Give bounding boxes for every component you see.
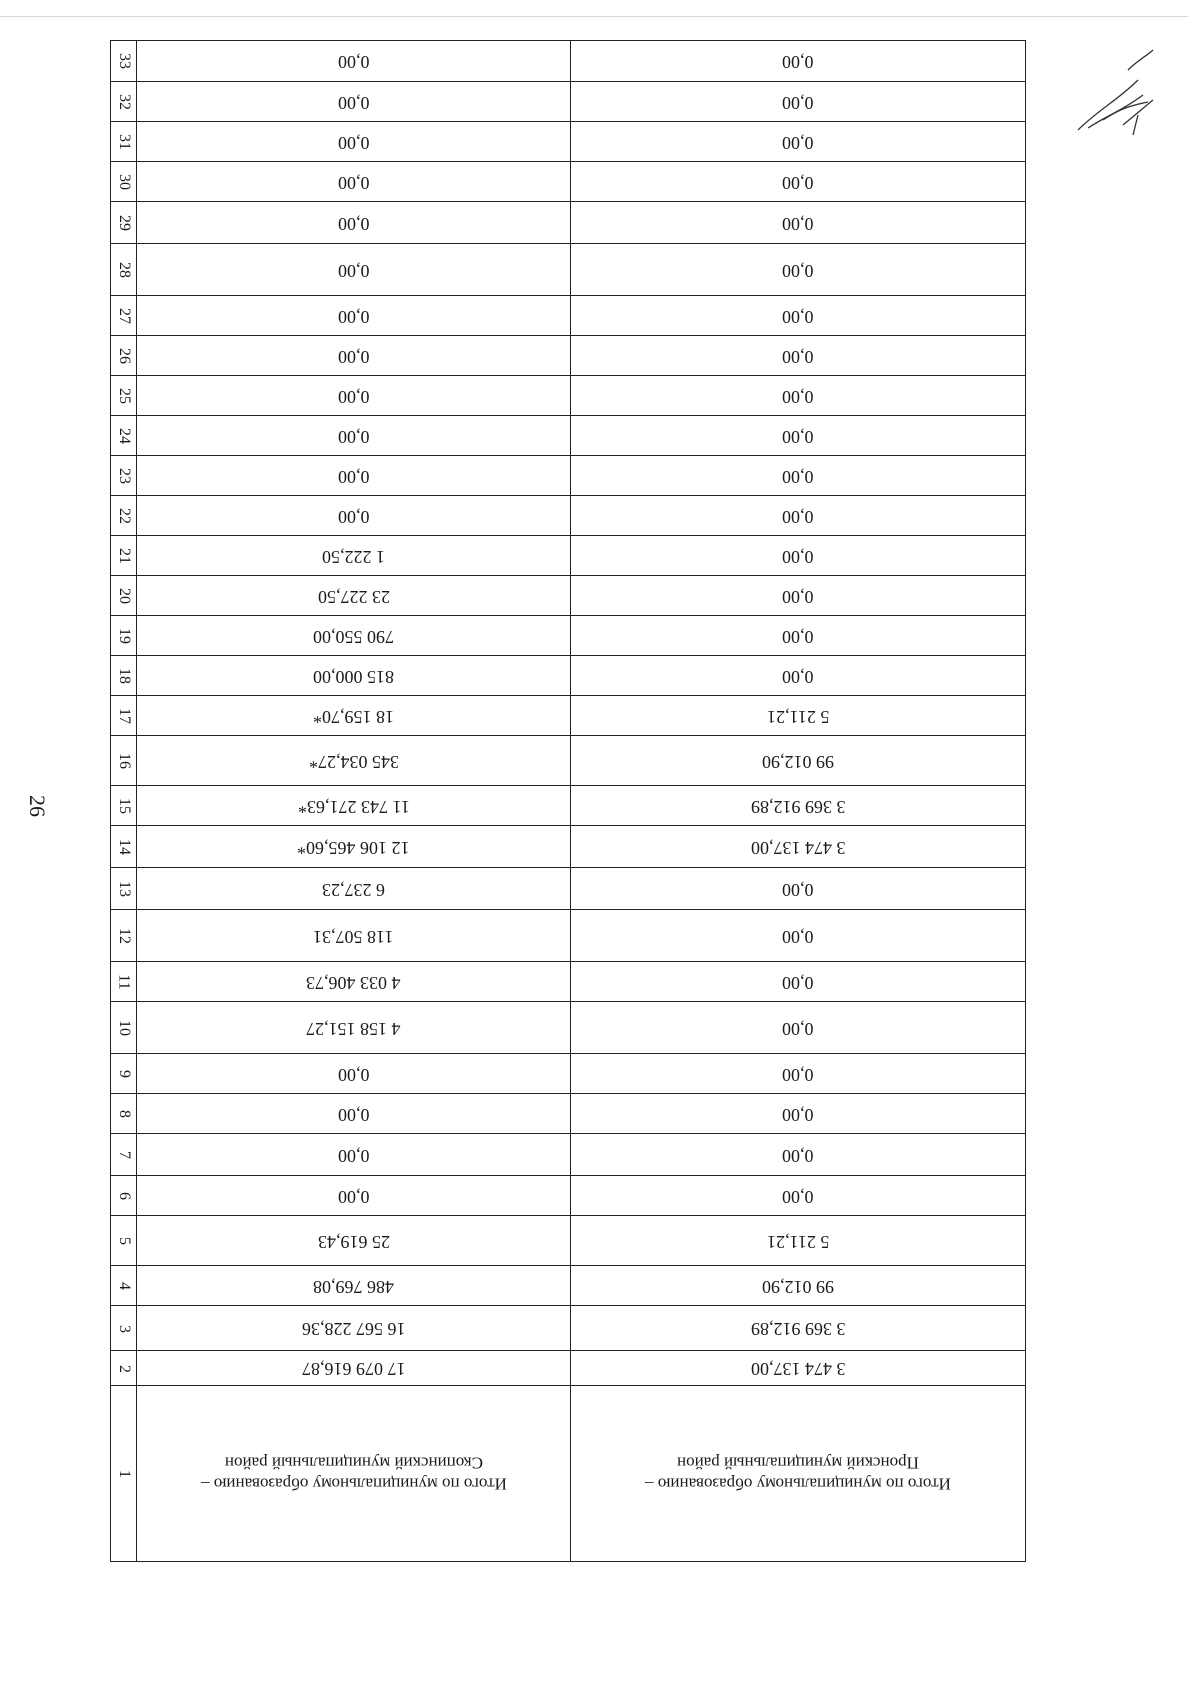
pronsky-value: 99 012,90 xyxy=(762,751,834,772)
pronsky-value-cell xyxy=(571,656,1025,696)
table-row xyxy=(111,1215,1025,1266)
row-number: 25 xyxy=(115,388,133,404)
column-header-label: Итого по муниципальному образованию – Скопинский муниципальный район xyxy=(200,1453,507,1494)
row-number-cell xyxy=(111,656,137,696)
row-number: 17 xyxy=(115,708,133,724)
table-row xyxy=(111,201,1025,244)
row-number: 14 xyxy=(115,839,133,855)
row-number-cell xyxy=(111,1134,137,1176)
page-number: 26 xyxy=(25,795,50,817)
row-number: 16 xyxy=(115,753,133,769)
skopinsky-value-cell xyxy=(137,576,571,616)
row-number-cell xyxy=(111,1216,137,1266)
row-number: 3 xyxy=(115,1324,133,1333)
table-row xyxy=(111,535,1025,576)
row-number: 23 xyxy=(115,468,133,484)
pronsky-value-cell xyxy=(571,786,1025,826)
pronsky-value: 0,00 xyxy=(782,260,814,281)
row-number-cell xyxy=(111,416,137,456)
pronsky-value: 0,00 xyxy=(782,626,814,647)
row-number: 22 xyxy=(115,508,133,524)
table-row xyxy=(111,1133,1025,1176)
pronsky-value-cell xyxy=(571,576,1025,616)
row-number-cell xyxy=(111,244,137,296)
table-header-row xyxy=(111,1385,1025,1561)
table-row xyxy=(111,41,1025,81)
pronsky-value-cell xyxy=(571,162,1025,202)
pronsky-value-cell xyxy=(571,536,1025,576)
pronsky-value-cell xyxy=(571,456,1025,496)
table-row xyxy=(111,1350,1025,1386)
pronsky-value-cell xyxy=(571,1176,1025,1216)
row-number-cell xyxy=(111,1266,137,1306)
pronsky-value-cell xyxy=(571,376,1025,416)
row-number: 27 xyxy=(115,308,133,324)
skopinsky-value-cell xyxy=(137,868,571,910)
row-number: 8 xyxy=(115,1110,133,1118)
skopinsky-value-cell xyxy=(137,336,571,376)
table-row xyxy=(111,1305,1025,1351)
skopinsky-value: 0,00 xyxy=(337,426,370,447)
row-number-cell xyxy=(111,336,137,376)
skopinsky-value-cell xyxy=(137,736,571,786)
skopinsky-value: 0,00 xyxy=(337,132,370,153)
table-row xyxy=(111,295,1025,336)
skopinsky-value: 0,00 xyxy=(337,260,370,281)
pronsky-value-cell xyxy=(571,122,1025,162)
row-number-cell xyxy=(111,162,137,202)
skopinsky-value-cell xyxy=(137,41,571,81)
pronsky-value: 0,00 xyxy=(782,1018,814,1039)
skopinsky-value: 23 227,50 xyxy=(317,586,390,607)
table-row xyxy=(111,455,1025,496)
skopinsky-value: 0,00 xyxy=(337,1145,370,1166)
skopinsky-value: 815 000,00 xyxy=(313,666,394,687)
pronsky-value: 3 369 912,89 xyxy=(750,1319,846,1339)
row-number: 11 xyxy=(115,974,133,990)
skopinsky-value-cell xyxy=(137,1094,571,1134)
pronsky-value-cell xyxy=(571,1094,1025,1134)
skopinsky-value: 0,00 xyxy=(337,306,370,327)
pronsky-value: 0,00 xyxy=(782,546,814,567)
table-row xyxy=(111,81,1025,122)
row-number-cell xyxy=(111,296,137,336)
row-number: 20 xyxy=(115,588,133,604)
pronsky-value: 0,00 xyxy=(782,172,814,193)
pronsky-value-cell xyxy=(571,496,1025,536)
skopinsky-value: 118 507,31 xyxy=(313,926,394,947)
row-number-cell xyxy=(111,536,137,576)
table-row xyxy=(111,961,1025,1002)
pronsky-value: 3 474 137,00 xyxy=(750,1359,846,1379)
row-number-cell xyxy=(111,962,137,1002)
pronsky-value-cell xyxy=(571,910,1025,962)
row-number: 19 xyxy=(115,628,133,644)
pronsky-value: 0,00 xyxy=(782,306,814,327)
skopinsky-value: 16 567 228,36 xyxy=(301,1319,406,1339)
skopinsky-value-cell xyxy=(137,826,571,868)
skopinsky-value: 0,00 xyxy=(337,51,370,72)
skopinsky-value: 0,00 xyxy=(337,506,370,527)
row-number-cell xyxy=(111,826,137,868)
skopinsky-value: 1 222,50 xyxy=(322,546,385,567)
table-row xyxy=(111,825,1025,868)
table-row xyxy=(111,375,1025,416)
skopinsky-value-cell xyxy=(137,162,571,202)
skopinsky-value-cell xyxy=(137,82,571,122)
pronsky-value-cell xyxy=(571,1002,1025,1054)
pronsky-value: 0,00 xyxy=(782,386,814,407)
skopinsky-value-cell xyxy=(137,496,571,536)
pronsky-value: 0,00 xyxy=(782,972,814,993)
skopinsky-value: 4 158 151,27 xyxy=(306,1018,401,1039)
row-number: 29 xyxy=(115,215,133,231)
row-number-cell xyxy=(111,868,137,910)
skopinsky-value: 0,00 xyxy=(337,346,370,367)
row-number-cell xyxy=(111,1386,137,1561)
pronsky-value-cell xyxy=(571,826,1025,868)
skopinsky-value-cell xyxy=(137,910,571,962)
skopinsky-value-cell xyxy=(137,656,571,696)
skopinsky-value-cell xyxy=(137,1002,571,1054)
skopinsky-value: 0,00 xyxy=(337,172,370,193)
row-number: 33 xyxy=(115,53,133,69)
table-row xyxy=(111,335,1025,376)
skopinsky-value-cell xyxy=(137,536,571,576)
pronsky-value: 5 211,21 xyxy=(766,706,830,727)
skopinsky-value: 0,00 xyxy=(337,1104,370,1125)
skopinsky-header-cell xyxy=(137,1386,571,1561)
pronsky-value-cell xyxy=(571,736,1025,786)
pronsky-value: 0,00 xyxy=(782,1145,814,1166)
table-row xyxy=(111,415,1025,456)
pronsky-value-cell xyxy=(571,82,1025,122)
pronsky-value-cell xyxy=(571,41,1025,81)
skopinsky-value: 12 106 465,60* xyxy=(297,837,410,858)
pronsky-value: 0,00 xyxy=(782,666,814,687)
row-number-cell xyxy=(111,376,137,416)
row-number-cell xyxy=(111,1176,137,1216)
skopinsky-value-cell xyxy=(137,1351,571,1386)
table-row xyxy=(111,615,1025,656)
skopinsky-value-cell xyxy=(137,616,571,656)
skopinsky-value: 486 769,08 xyxy=(313,1276,394,1297)
row-number-cell xyxy=(111,1054,137,1094)
row-number-cell xyxy=(111,910,137,962)
pronsky-value-cell xyxy=(571,1306,1025,1351)
row-number-cell xyxy=(111,576,137,616)
skopinsky-value-cell xyxy=(137,786,571,826)
pronsky-value-cell xyxy=(571,1216,1025,1266)
table-row xyxy=(111,243,1025,296)
row-number: 7 xyxy=(115,1151,133,1159)
skopinsky-value-cell xyxy=(137,1266,571,1306)
pronsky-value-cell xyxy=(571,962,1025,1002)
pronsky-value-cell xyxy=(571,244,1025,296)
pronsky-value-cell xyxy=(571,296,1025,336)
row-number-cell xyxy=(111,616,137,656)
table-row xyxy=(111,161,1025,202)
skopinsky-value: 345 034,27* xyxy=(308,751,399,772)
skopinsky-value: 11 743 271,63* xyxy=(297,796,410,817)
row-number-cell xyxy=(111,202,137,244)
table-row xyxy=(111,1053,1025,1094)
pronsky-value: 0,00 xyxy=(782,506,814,527)
table-row xyxy=(111,1001,1025,1054)
table-row xyxy=(111,1093,1025,1134)
skopinsky-value-cell xyxy=(137,1306,571,1351)
row-number-cell xyxy=(111,122,137,162)
pronsky-value-cell xyxy=(571,616,1025,656)
pronsky-value-cell xyxy=(571,1134,1025,1176)
pronsky-value: 3 369 912,89 xyxy=(750,796,846,817)
row-number-cell xyxy=(111,736,137,786)
row-number: 30 xyxy=(115,174,133,190)
pronsky-value: 0,00 xyxy=(782,1104,814,1125)
skopinsky-value-cell xyxy=(137,1134,571,1176)
row-number-cell xyxy=(111,696,137,736)
skopinsky-value-cell xyxy=(137,244,571,296)
row-number-cell xyxy=(111,456,137,496)
skopinsky-value-cell xyxy=(137,296,571,336)
pronsky-value: 0,00 xyxy=(782,926,814,947)
row-number: 26 xyxy=(115,348,133,364)
pronsky-value: 0,00 xyxy=(782,346,814,367)
pronsky-value: 5 211,21 xyxy=(766,1231,830,1252)
table-row xyxy=(111,735,1025,786)
table-row xyxy=(111,1265,1025,1306)
table-row xyxy=(111,655,1025,696)
skopinsky-value: 25 619,43 xyxy=(317,1231,390,1252)
pronsky-value: 0,00 xyxy=(782,879,814,900)
row-number-cell xyxy=(111,496,137,536)
skopinsky-value-cell xyxy=(137,202,571,244)
pronsky-value: 0,00 xyxy=(782,1186,814,1207)
skopinsky-value-cell xyxy=(137,376,571,416)
pronsky-value: 0,00 xyxy=(782,132,814,153)
skopinsky-value: 0,00 xyxy=(337,92,370,113)
row-number: 9 xyxy=(115,1070,133,1078)
table-row xyxy=(111,867,1025,910)
table-row xyxy=(111,785,1025,826)
skopinsky-value: 0,00 xyxy=(337,1064,370,1085)
skopinsky-value: 0,00 xyxy=(337,386,370,407)
row-number-cell xyxy=(111,41,137,81)
pronsky-value-cell xyxy=(571,1351,1025,1386)
row-number-cell xyxy=(111,1351,137,1386)
skopinsky-value-cell xyxy=(137,962,571,1002)
pronsky-value-cell xyxy=(571,336,1025,376)
pronsky-value-cell xyxy=(571,696,1025,736)
skopinsky-value-cell xyxy=(137,456,571,496)
pronsky-value-cell xyxy=(571,202,1025,244)
row-number: 31 xyxy=(115,134,133,150)
row-number: 2 xyxy=(115,1364,133,1373)
pronsky-value-cell xyxy=(571,416,1025,456)
row-number: 5 xyxy=(115,1237,133,1245)
pronsky-value: 0,00 xyxy=(782,92,814,113)
signature-mark xyxy=(1068,40,1168,150)
pronsky-header-cell xyxy=(571,1386,1025,1561)
scan-top-edge xyxy=(0,16,1188,17)
skopinsky-value-cell xyxy=(137,1054,571,1094)
skopinsky-value-cell xyxy=(137,696,571,736)
skopinsky-value-cell xyxy=(137,122,571,162)
row-number: 24 xyxy=(115,428,133,444)
skopinsky-value: 4 033 406,73 xyxy=(306,972,401,993)
pronsky-value: 99 012,90 xyxy=(762,1276,834,1297)
skopinsky-value: 17 079 616,87 xyxy=(301,1359,406,1379)
row-number: 10 xyxy=(115,1020,133,1036)
pronsky-value: 0,00 xyxy=(782,51,814,72)
row-number: 1 xyxy=(115,1469,133,1478)
pronsky-value: 0,00 xyxy=(782,466,814,487)
skopinsky-value-cell xyxy=(137,1176,571,1216)
table-row xyxy=(111,495,1025,536)
row-number-cell xyxy=(111,1094,137,1134)
row-number: 32 xyxy=(115,94,133,110)
row-number-cell xyxy=(111,1002,137,1054)
row-number: 28 xyxy=(115,262,133,278)
skopinsky-value: 0,00 xyxy=(337,466,370,487)
row-number: 18 xyxy=(115,668,133,684)
row-number-cell xyxy=(111,1306,137,1351)
table-row xyxy=(111,909,1025,962)
skopinsky-value: 0,00 xyxy=(337,1186,370,1207)
pronsky-value: 3 474 137,00 xyxy=(750,837,846,858)
pronsky-value: 0,00 xyxy=(782,213,814,234)
row-number: 6 xyxy=(115,1192,133,1200)
table-row xyxy=(111,695,1025,736)
row-number-cell xyxy=(111,786,137,826)
row-number: 15 xyxy=(115,798,133,814)
skopinsky-value: 6 237,23 xyxy=(322,879,385,900)
skopinsky-value: 0,00 xyxy=(337,213,370,234)
skopinsky-value-cell xyxy=(137,416,571,456)
column-header-label: Итого по муниципальному образованию – Пронский муниципальный район xyxy=(645,1453,951,1494)
pronsky-value-cell xyxy=(571,1054,1025,1094)
row-number: 13 xyxy=(115,881,133,897)
table-row xyxy=(111,1175,1025,1216)
data-table xyxy=(110,40,1026,1562)
row-number: 21 xyxy=(115,548,133,564)
row-number-cell xyxy=(111,82,137,122)
table-row xyxy=(111,121,1025,162)
pronsky-value-cell xyxy=(571,1266,1025,1306)
skopinsky-value: 790 550,00 xyxy=(313,626,394,647)
skopinsky-value-cell xyxy=(137,1216,571,1266)
pronsky-value: 0,00 xyxy=(782,586,814,607)
row-number: 12 xyxy=(115,928,133,944)
skopinsky-value: 18 159,70* xyxy=(313,706,394,727)
row-number: 4 xyxy=(115,1282,133,1290)
pronsky-value: 0,00 xyxy=(782,1064,814,1085)
pronsky-value-cell xyxy=(571,868,1025,910)
table-row xyxy=(111,575,1025,616)
pronsky-value: 0,00 xyxy=(782,426,814,447)
